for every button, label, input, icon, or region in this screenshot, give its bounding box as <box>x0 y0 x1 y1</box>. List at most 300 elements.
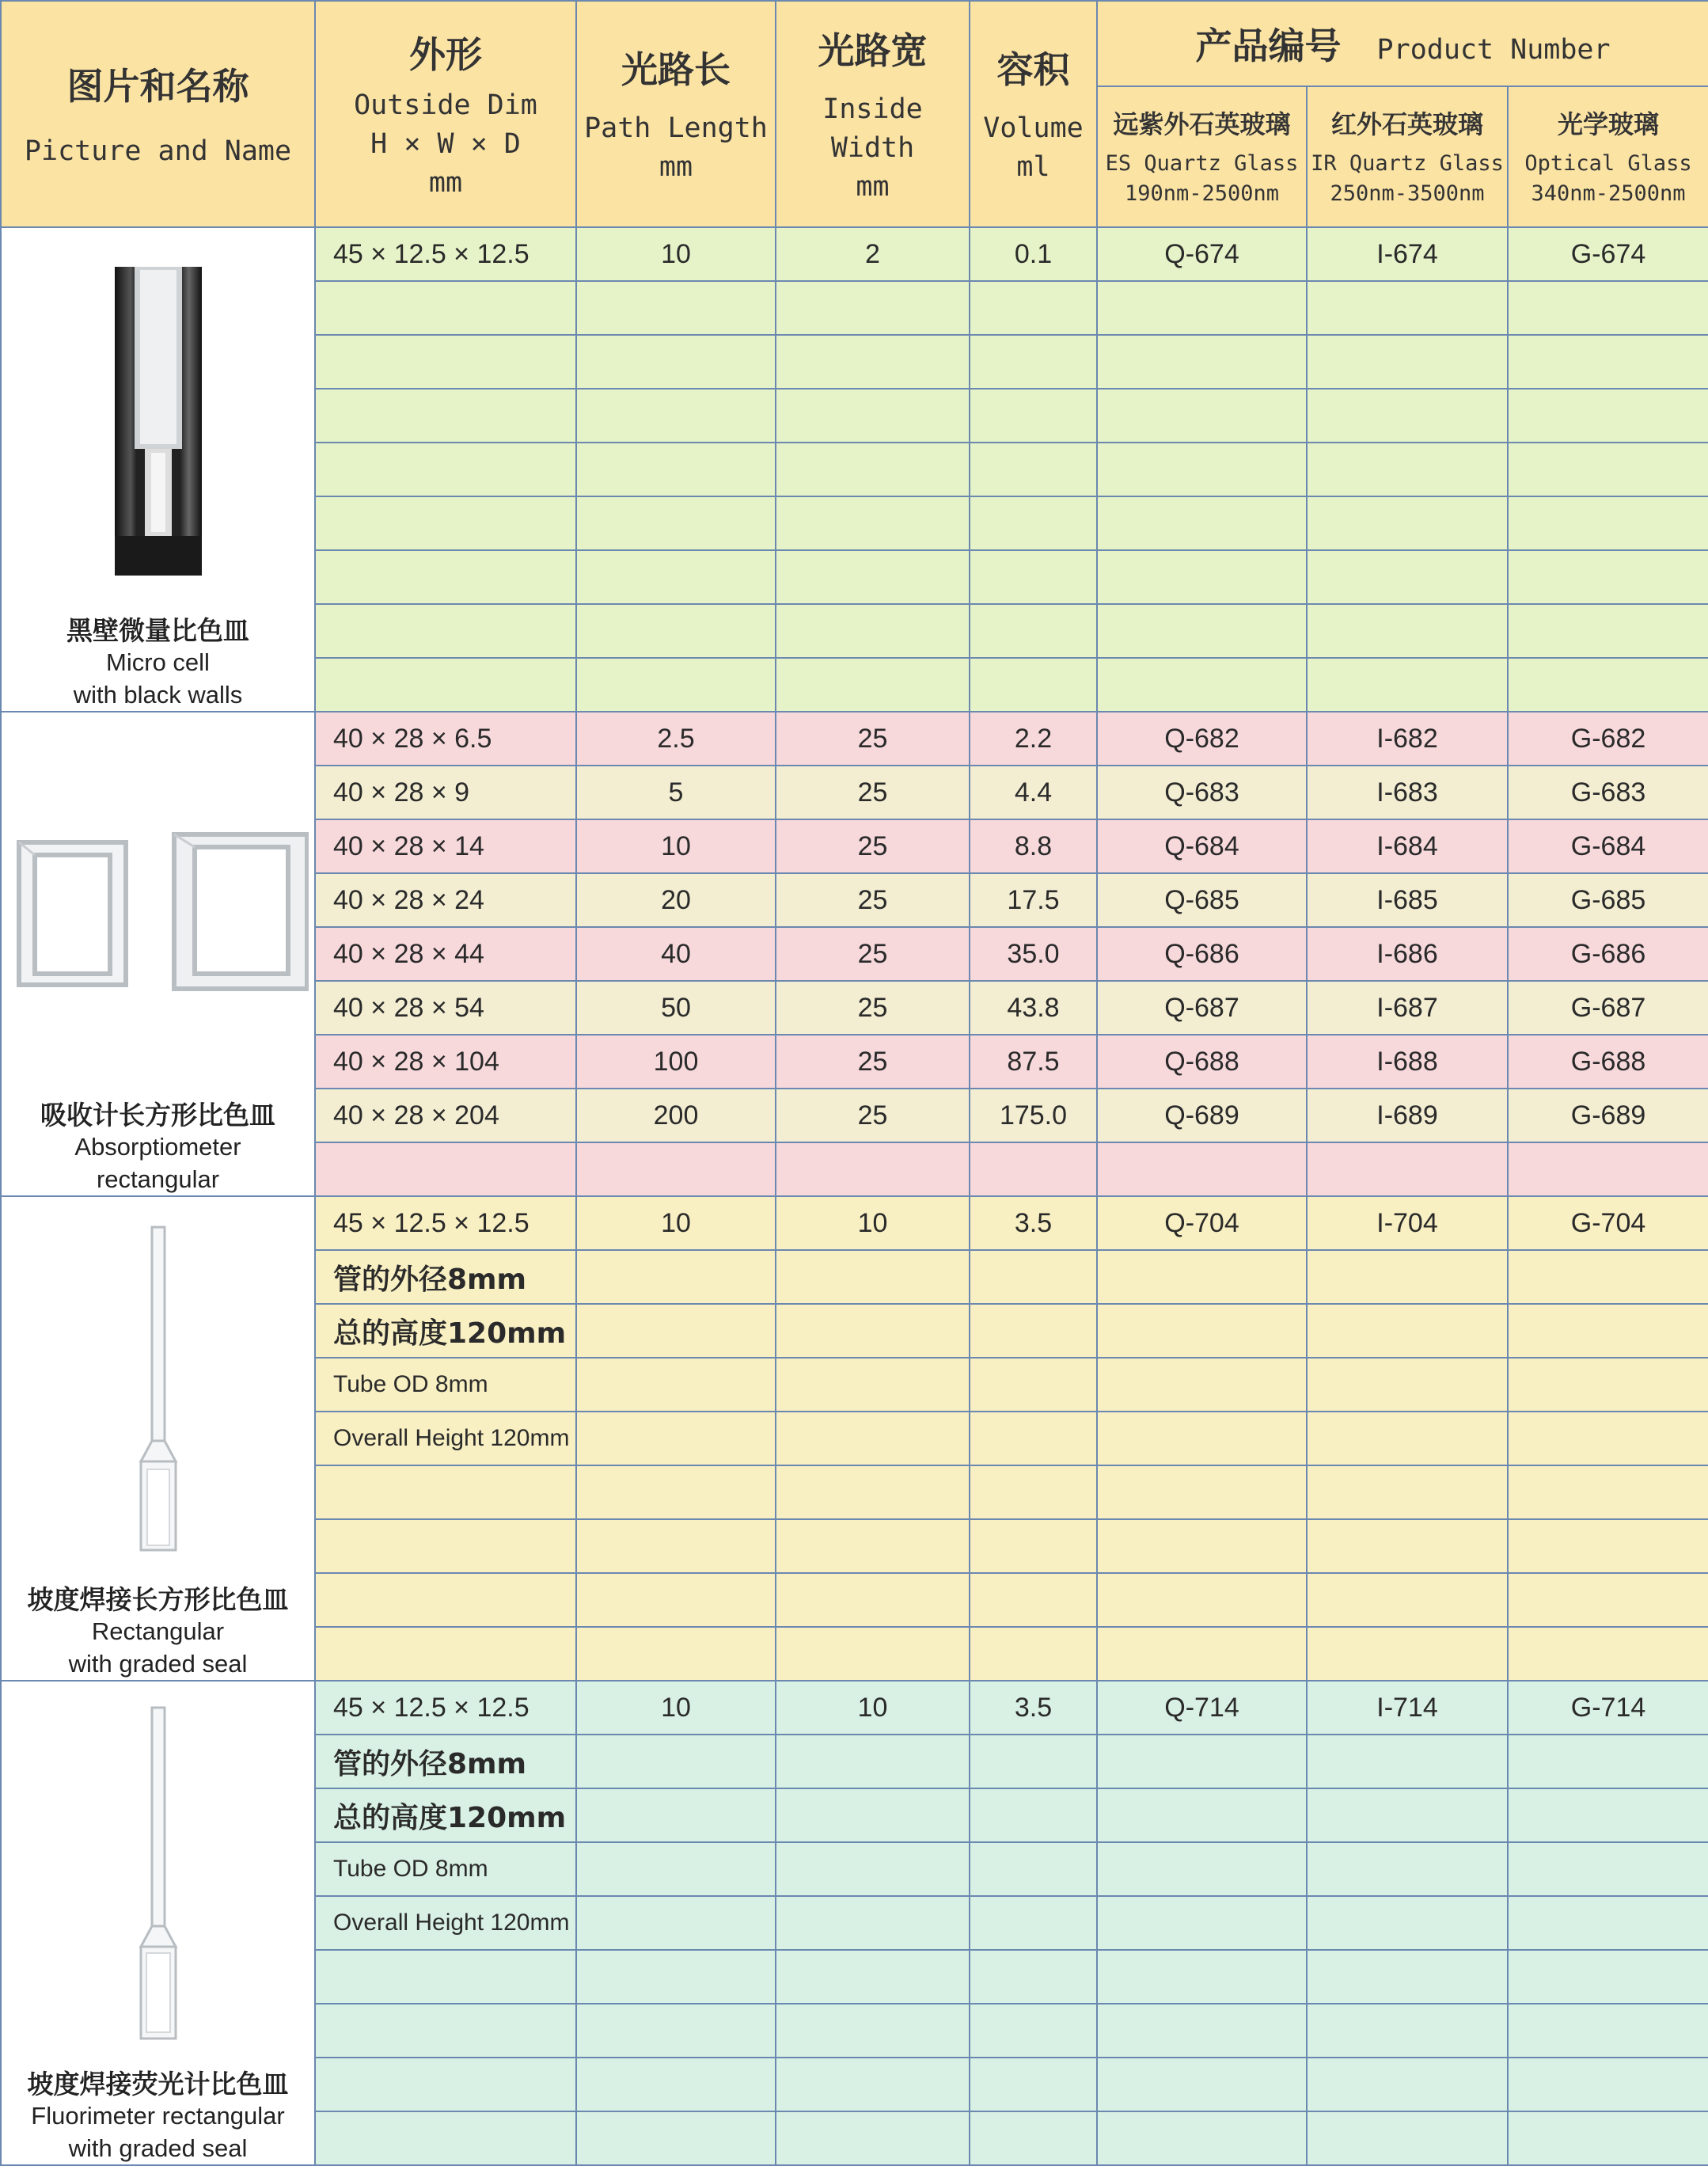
empty-cell <box>1508 1465 1708 1519</box>
header-volume <box>970 1 1097 227</box>
empty-cell <box>1307 1142 1508 1196</box>
empty-cell <box>576 604 776 658</box>
empty-cell <box>1097 1304 1307 1358</box>
empty-cell <box>970 281 1097 335</box>
empty-cell <box>1097 1412 1307 1465</box>
empty-cell <box>1097 1519 1307 1573</box>
empty-cell <box>970 604 1097 658</box>
empty-cell <box>1508 1142 1708 1196</box>
empty-cell <box>1508 604 1708 658</box>
table-row <box>1 227 1708 281</box>
empty-cell <box>1307 1412 1508 1465</box>
empty-cell <box>776 1573 970 1627</box>
empty-cell <box>1508 2111 1708 2165</box>
empty-cell <box>1508 1735 1708 1788</box>
empty-cell <box>1307 389 1508 443</box>
empty-cell <box>776 2004 970 2058</box>
empty-cell <box>576 1788 776 1842</box>
empty-cell <box>1508 281 1708 335</box>
empty-cell <box>1097 1788 1307 1842</box>
volume-cell: 3.5 <box>970 1681 1097 1735</box>
header-ir-quartz-range: 250nm-3500nm <box>1330 181 1485 206</box>
volume-cell: 3.5 <box>970 1196 1097 1250</box>
inside-width-cell: 25 <box>776 1035 970 1089</box>
empty-cell <box>1307 1358 1508 1412</box>
path-length-cell: 20 <box>576 873 776 927</box>
volume-cell: 175.0 <box>970 1089 1097 1142</box>
ir-quartz-number-cell: I-686 <box>1307 927 1508 981</box>
outside-dim-cell: 45 × 12.5 × 12.5 <box>315 227 576 281</box>
es-quartz-number-cell: Q-683 <box>1097 766 1307 819</box>
empty-cell <box>970 1950 1097 2004</box>
ir-quartz-number-cell: I-674 <box>1307 227 1508 281</box>
header-es-quartz-range: 190nm-2500nm <box>1124 181 1280 206</box>
volume-cell: 2.2 <box>970 712 1097 766</box>
empty-cell <box>776 550 970 604</box>
empty-cell <box>1307 1304 1508 1358</box>
empty-cell <box>970 1573 1097 1627</box>
outside-dim-cell: 40 × 28 × 54 <box>315 981 576 1035</box>
empty-cell <box>776 389 970 443</box>
es-quartz-number-cell: Q-682 <box>1097 712 1307 766</box>
outside-dim-cell: 40 × 28 × 6.5 <box>315 712 576 766</box>
header-path-length-unit: mm <box>659 151 693 183</box>
empty-cell <box>576 2004 776 2058</box>
optical-glass-number-cell: G-686 <box>1508 927 1708 981</box>
table-row <box>1 1196 1708 1250</box>
inside-width-cell: 25 <box>776 712 970 766</box>
ir-quartz-number-cell: I-687 <box>1307 981 1508 1035</box>
empty-cell <box>776 281 970 335</box>
empty-cell <box>776 2111 970 2165</box>
empty-cell <box>970 1250 1097 1304</box>
rectangular-cuvette-pair-icon <box>8 811 309 1001</box>
empty-cell <box>1097 1896 1307 1950</box>
header-inside-width <box>776 1 970 227</box>
empty-cell <box>776 1627 970 1681</box>
empty-cell <box>1307 1573 1508 1627</box>
empty-cell <box>1307 443 1508 496</box>
empty-cell <box>576 2111 776 2165</box>
empty-cell <box>576 1519 776 1573</box>
empty-cell <box>1097 550 1307 604</box>
ir-quartz-number-cell: I-704 <box>1307 1196 1508 1250</box>
group-name-zh: 黑壁微量比色皿 <box>66 615 249 647</box>
group-absorptiometer <box>1 712 1708 1196</box>
empty-cell <box>970 1788 1097 1842</box>
empty-cell <box>1307 550 1508 604</box>
ir-quartz-number-cell: I-683 <box>1307 766 1508 819</box>
empty-cell <box>1307 604 1508 658</box>
empty-cell <box>576 335 776 389</box>
empty-cell <box>1097 496 1307 550</box>
empty-cell <box>1508 1250 1708 1304</box>
empty-cell <box>1508 443 1708 496</box>
empty-cell <box>1508 496 1708 550</box>
table-row <box>1 712 1708 766</box>
empty-cell <box>315 604 576 658</box>
empty-cell <box>1508 2058 1708 2111</box>
table-row <box>1 1681 1708 1735</box>
ir-quartz-number-cell: I-688 <box>1307 1035 1508 1089</box>
empty-cell <box>1307 1465 1508 1519</box>
header-picture-name <box>1 1 315 227</box>
outside-dim-cell: 40 × 28 × 44 <box>315 927 576 981</box>
empty-cell <box>1307 658 1508 712</box>
empty-cell <box>1307 1842 1508 1896</box>
header-optical-glass-range: 340nm-2500nm <box>1531 181 1686 206</box>
empty-cell <box>1097 1465 1307 1519</box>
volume-cell: 35.0 <box>970 927 1097 981</box>
empty-cell <box>970 2058 1097 2111</box>
path-length-cell: 10 <box>576 227 776 281</box>
group-name-zh: 坡度焊接长方形比色皿 <box>27 1584 289 1616</box>
group-name-en: Rectangular <box>91 1617 225 1646</box>
path-length-cell: 5 <box>576 766 776 819</box>
tube-od-note-zh: 管的外径8mm <box>315 1735 576 1788</box>
empty-cell <box>776 658 970 712</box>
inside-width-cell: 25 <box>776 819 970 873</box>
empty-cell <box>315 2058 576 2111</box>
optical-glass-number-cell: G-687 <box>1508 981 1708 1035</box>
optical-glass-number-cell: G-685 <box>1508 873 1708 927</box>
header-product-number-en: Product Number <box>1376 34 1611 66</box>
empty-cell <box>1097 1142 1307 1196</box>
header-picture-name-en: Picture and Name <box>24 135 292 167</box>
empty-cell <box>1307 1788 1508 1842</box>
group-rectangular-graded-seal <box>1 1196 1708 1681</box>
empty-cell <box>970 496 1097 550</box>
empty-cell <box>1097 1735 1307 1788</box>
group-name-en-2: rectangular <box>96 1165 220 1193</box>
empty-cell <box>1097 1573 1307 1627</box>
empty-cell <box>970 2111 1097 2165</box>
ir-quartz-number-cell: I-714 <box>1307 1681 1508 1735</box>
overall-height-note-zh: 总的高度120mm <box>315 1304 576 1358</box>
optical-glass-number-cell: G-683 <box>1508 766 1708 819</box>
empty-cell <box>1097 281 1307 335</box>
volume-cell: 87.5 <box>970 1035 1097 1089</box>
empty-cell <box>1097 1250 1307 1304</box>
header-inside-width-unit: mm <box>856 170 890 203</box>
es-quartz-number-cell: Q-684 <box>1097 819 1307 873</box>
empty-cell <box>576 496 776 550</box>
path-length-cell: 40 <box>576 927 776 981</box>
empty-cell <box>576 1573 776 1627</box>
inside-width-cell: 25 <box>776 1089 970 1142</box>
empty-cell <box>576 1627 776 1681</box>
outside-dim-cell: 40 × 28 × 204 <box>315 1089 576 1142</box>
empty-cell <box>576 1950 776 2004</box>
empty-cell <box>1508 1519 1708 1573</box>
empty-cell <box>1307 1250 1508 1304</box>
empty-cell <box>776 1250 970 1304</box>
empty-cell <box>315 389 576 443</box>
path-length-cell: 200 <box>576 1089 776 1142</box>
empty-cell <box>1508 1896 1708 1950</box>
graded-seal-tube-cuvette-icon <box>111 1224 206 1556</box>
header-es-quartz <box>1097 86 1307 227</box>
header-optical-glass <box>1508 86 1708 227</box>
empty-cell <box>315 1573 576 1627</box>
header-ir-quartz <box>1307 86 1508 227</box>
empty-cell <box>1307 2111 1508 2165</box>
empty-cell <box>576 1735 776 1788</box>
empty-cell <box>776 1788 970 1842</box>
inside-width-cell: 25 <box>776 981 970 1035</box>
empty-cell <box>970 1142 1097 1196</box>
empty-cell <box>1307 281 1508 335</box>
empty-cell <box>1508 1358 1708 1412</box>
optical-glass-number-cell: G-674 <box>1508 227 1708 281</box>
empty-cell <box>1097 604 1307 658</box>
group-name-en: Absorptiometer <box>74 1133 241 1161</box>
empty-cell <box>315 1465 576 1519</box>
empty-cell <box>576 1896 776 1950</box>
header-picture-name-zh: 图片和名称 <box>66 64 249 108</box>
outside-dim-cell: 40 × 28 × 9 <box>315 766 576 819</box>
path-length-cell: 2.5 <box>576 712 776 766</box>
empty-cell <box>1097 2058 1307 2111</box>
empty-cell <box>1097 1950 1307 2004</box>
volume-cell: 43.8 <box>970 981 1097 1035</box>
empty-cell <box>970 1896 1097 1950</box>
path-length-cell: 10 <box>576 1196 776 1250</box>
graded-seal-fluorimeter-cuvette-icon <box>111 1704 206 2045</box>
empty-cell <box>315 443 576 496</box>
header-outside-dim-hwd: H × W × D <box>370 127 521 160</box>
group-micro-cell <box>1 227 1708 712</box>
header-inside-width-zh: 光路宽 <box>818 28 928 72</box>
tube-od-note-en: Tube OD 8mm <box>315 1358 576 1412</box>
empty-cell <box>776 1142 970 1196</box>
header-inside-width-en: Inside Width <box>822 93 923 164</box>
empty-cell <box>970 658 1097 712</box>
empty-cell <box>1307 1896 1508 1950</box>
empty-cell <box>576 389 776 443</box>
outside-dim-cell: 40 × 28 × 104 <box>315 1035 576 1089</box>
empty-cell <box>1097 1358 1307 1412</box>
outside-dim-cell: 40 × 28 × 24 <box>315 873 576 927</box>
optical-glass-number-cell: G-714 <box>1508 1681 1708 1735</box>
ir-quartz-number-cell: I-684 <box>1307 819 1508 873</box>
empty-cell <box>970 550 1097 604</box>
empty-cell <box>315 1627 576 1681</box>
es-quartz-number-cell: Q-685 <box>1097 873 1307 927</box>
empty-cell <box>1307 496 1508 550</box>
header-ir-quartz-en: IR Quartz Glass <box>1311 151 1504 177</box>
inside-width-cell: 10 <box>776 1681 970 1735</box>
optical-glass-number-cell: G-704 <box>1508 1196 1708 1250</box>
empty-cell <box>315 1142 576 1196</box>
header-path-length-en: Path Length <box>584 112 768 144</box>
group-name-zh: 吸收计长方形比色皿 <box>40 1100 275 1131</box>
empty-cell <box>576 1304 776 1358</box>
empty-cell <box>315 550 576 604</box>
empty-cell <box>315 281 576 335</box>
header-volume-zh: 容积 <box>996 48 1070 91</box>
es-quartz-number-cell: Q-686 <box>1097 927 1307 981</box>
empty-cell <box>1097 443 1307 496</box>
empty-cell <box>576 550 776 604</box>
es-quartz-number-cell: Q-687 <box>1097 981 1307 1035</box>
empty-cell <box>1097 1627 1307 1681</box>
empty-cell <box>1097 389 1307 443</box>
header-path-length-zh: 光路长 <box>621 48 731 91</box>
group-picture-cell <box>1 712 315 1196</box>
empty-cell <box>1508 1412 1708 1465</box>
empty-cell <box>315 1519 576 1573</box>
empty-cell <box>576 1358 776 1412</box>
empty-cell <box>776 1465 970 1519</box>
group-name-en: Fluorimeter rectangular <box>31 2102 285 2130</box>
empty-cell <box>970 1358 1097 1412</box>
empty-cell <box>970 1735 1097 1788</box>
ir-quartz-number-cell: I-689 <box>1307 1089 1508 1142</box>
empty-cell <box>576 1142 776 1196</box>
empty-cell <box>315 658 576 712</box>
empty-cell <box>1097 658 1307 712</box>
empty-cell <box>776 1950 970 2004</box>
empty-cell <box>1307 1627 1508 1681</box>
empty-cell <box>1508 389 1708 443</box>
outside-dim-cell: 45 × 12.5 × 12.5 <box>315 1681 576 1735</box>
optical-glass-number-cell: G-689 <box>1508 1089 1708 1142</box>
empty-cell <box>1508 1304 1708 1358</box>
optical-glass-number-cell: G-684 <box>1508 819 1708 873</box>
outside-dim-cell: 45 × 12.5 × 12.5 <box>315 1196 576 1250</box>
empty-cell <box>1307 1735 1508 1788</box>
overall-height-note-en: Overall Height 120mm <box>315 1896 576 1950</box>
header-outside-dim-en: Outside Dim <box>354 89 537 121</box>
ir-quartz-number-cell: I-682 <box>1307 712 1508 766</box>
header-path-length <box>576 1 776 227</box>
empty-cell <box>1097 2111 1307 2165</box>
group-fluorimeter-graded-seal <box>1 1681 1708 2165</box>
empty-cell <box>776 1358 970 1412</box>
tube-od-note-zh: 管的外径8mm <box>315 1250 576 1304</box>
path-length-cell: 10 <box>576 819 776 873</box>
empty-cell <box>776 1519 970 1573</box>
header-es-quartz-zh: 远紫外石英玻璃 <box>1113 109 1291 140</box>
es-quartz-number-cell: Q-689 <box>1097 1089 1307 1142</box>
empty-cell <box>576 1250 776 1304</box>
empty-cell <box>576 1412 776 1465</box>
inside-width-cell: 25 <box>776 873 970 927</box>
empty-cell <box>776 2058 970 2111</box>
empty-cell <box>1508 335 1708 389</box>
optical-glass-number-cell: G-688 <box>1508 1035 1708 1089</box>
empty-cell <box>1097 1842 1307 1896</box>
path-length-cell: 50 <box>576 981 776 1035</box>
empty-cell <box>776 1842 970 1896</box>
ir-quartz-number-cell: I-685 <box>1307 873 1508 927</box>
empty-cell <box>970 1627 1097 1681</box>
path-length-cell: 100 <box>576 1035 776 1089</box>
volume-cell: 0.1 <box>970 227 1097 281</box>
empty-cell <box>776 443 970 496</box>
header-outside-dim-unit: mm <box>428 166 463 199</box>
group-name-zh: 坡度焊接荧光计比色皿 <box>27 2069 289 2100</box>
group-name-en-2: with graded seal <box>68 2134 248 2162</box>
empty-cell <box>1307 335 1508 389</box>
empty-cell <box>1508 2004 1708 2058</box>
group-picture-cell <box>1 1196 315 1681</box>
group-name-en: Micro cell <box>106 648 210 677</box>
empty-cell <box>576 1465 776 1519</box>
empty-cell <box>1307 1950 1508 2004</box>
empty-cell <box>576 1842 776 1896</box>
inside-width-cell: 25 <box>776 927 970 981</box>
empty-cell <box>1508 550 1708 604</box>
empty-cell <box>776 1896 970 1950</box>
group-name-en-2: with graded seal <box>68 1649 248 1678</box>
empty-cell <box>970 1412 1097 1465</box>
es-quartz-number-cell: Q-674 <box>1097 227 1307 281</box>
header-product-number <box>1097 1 1708 86</box>
empty-cell <box>1508 1627 1708 1681</box>
empty-cell <box>1097 335 1307 389</box>
empty-cell <box>1508 1788 1708 1842</box>
empty-cell <box>315 1950 576 2004</box>
empty-cell <box>1307 1519 1508 1573</box>
header-volume-en: Volume <box>983 112 1084 144</box>
es-quartz-number-cell: Q-704 <box>1097 1196 1307 1250</box>
empty-cell <box>776 604 970 658</box>
volume-cell: 17.5 <box>970 873 1097 927</box>
empty-cell <box>776 496 970 550</box>
empty-cell <box>1508 1842 1708 1896</box>
empty-cell <box>1307 2004 1508 2058</box>
path-length-cell: 10 <box>576 1681 776 1735</box>
header-outside-dim <box>315 1 576 227</box>
empty-cell <box>970 1465 1097 1519</box>
overall-height-note-en: Overall Height 120mm <box>315 1412 576 1465</box>
volume-cell: 4.4 <box>970 766 1097 819</box>
empty-cell <box>576 2058 776 2111</box>
black-wall-cuvette-icon <box>99 259 218 583</box>
empty-cell <box>970 2004 1097 2058</box>
group-picture-cell <box>1 1681 315 2165</box>
inside-width-cell: 10 <box>776 1196 970 1250</box>
empty-cell <box>970 389 1097 443</box>
empty-cell <box>776 1735 970 1788</box>
empty-cell <box>315 2004 576 2058</box>
empty-cell <box>315 2111 576 2165</box>
header-outside-dim-zh: 外形 <box>409 32 482 76</box>
empty-cell <box>776 1412 970 1465</box>
empty-cell <box>970 1842 1097 1896</box>
empty-cell <box>315 496 576 550</box>
empty-cell <box>1508 658 1708 712</box>
header-ir-quartz-zh: 红外石英玻璃 <box>1330 109 1483 140</box>
empty-cell <box>315 335 576 389</box>
group-name-en-2: with black walls <box>73 680 243 709</box>
volume-cell: 8.8 <box>970 819 1097 873</box>
es-quartz-number-cell: Q-688 <box>1097 1035 1307 1089</box>
empty-cell <box>576 443 776 496</box>
empty-cell <box>1307 2058 1508 2111</box>
tube-od-note-en: Tube OD 8mm <box>315 1842 576 1896</box>
empty-cell <box>1508 1950 1708 2004</box>
empty-cell <box>776 1304 970 1358</box>
empty-cell <box>576 658 776 712</box>
inside-width-cell: 2 <box>776 227 970 281</box>
header-product-number-zh: 产品编号 <box>1195 25 1342 67</box>
overall-height-note-zh: 总的高度120mm <box>315 1788 576 1842</box>
optical-glass-number-cell: G-682 <box>1508 712 1708 766</box>
header-es-quartz-en: ES Quartz Glass <box>1105 151 1299 177</box>
